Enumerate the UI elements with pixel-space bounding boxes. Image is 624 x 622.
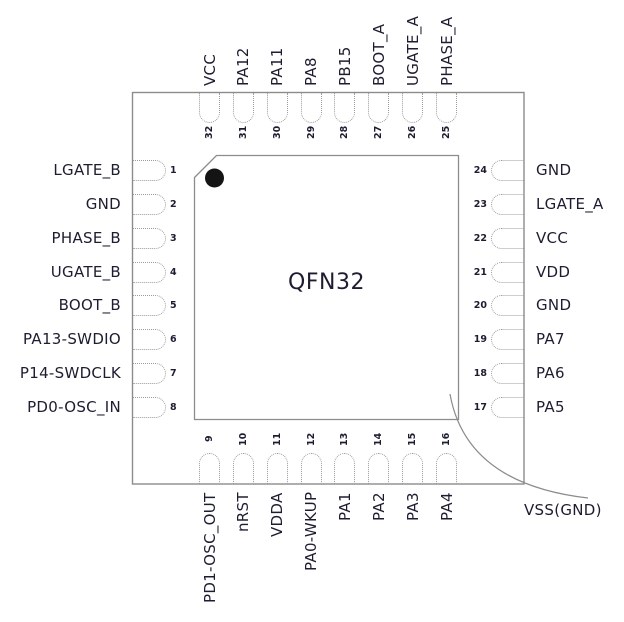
pin-left-8-pad [133,397,166,418]
pin-right-21-pad [491,262,524,283]
pin-bottom-14-number: 14 [373,432,385,446]
pin-left-8-label: PD0-OSC_IN [27,398,121,417]
pin-right-21-number: 21 [473,266,487,278]
pin-left-6-label: PA13-SWDIO [23,330,121,349]
pin-top-29-pad [301,93,322,123]
pin-bottom-15-pad [402,453,423,484]
pin-left-4-label: UGATE_B [50,262,121,281]
pin-right-23-number: 23 [473,198,487,210]
pin-top-26-label: UGATE_A [403,15,422,86]
pin-right-17-label: PA5 [536,398,565,417]
pin-right-19-pad [491,329,524,350]
pin-top-29-label: PA8 [302,57,321,86]
pin-right-20-number: 20 [473,300,487,312]
pin-left-3-number: 3 [170,232,177,244]
pin-bottom-14-label: PA2 [369,492,388,521]
pin-top-27-number: 27 [373,125,385,139]
pin-right-20-pad [491,295,524,316]
pin-left-6-pad [133,329,166,350]
pin-top-28-number: 28 [339,125,351,139]
pin-right-24-number: 24 [473,165,487,176]
pin-top-27-pad [368,93,389,123]
pin-right-18-pad [491,363,524,384]
pin-right-17-number: 17 [473,402,487,414]
pin-right-18-number: 18 [473,368,487,380]
pin-top-30-number: 30 [271,125,283,139]
pin-top-25-pad [436,93,457,123]
pin-bottom-11-number: 11 [271,432,283,446]
pin-bottom-13-number: 13 [339,432,351,446]
pin-bottom-12-label: PA0-WKUP [302,492,321,572]
pin-top-25-number: 25 [441,125,453,139]
pin-left-2-pad [133,194,166,215]
pin-left-6-number: 6 [170,334,177,346]
pin-left-7-pad [133,363,166,384]
pin-top-32-label: VCC [200,53,219,86]
pin-right-22-label: VCC [536,228,569,247]
package-name-label: QFN32 [288,270,365,295]
pin-bottom-11-label: VDDA [268,492,287,537]
pin-bottom-16-label: PA4 [437,492,456,521]
pin-right-22-number: 22 [473,232,487,244]
pin-bottom-10-pad [233,453,254,484]
pin-bottom-15-label: PA3 [403,492,422,521]
pin-bottom-11-pad [267,453,288,484]
pin-left-4-number: 4 [170,266,177,278]
pin-left-7-label: P14-SWDCLK [19,364,121,383]
pin-top-27-label: BOOT_A [369,23,388,86]
pin-right-18-label: PA6 [536,364,565,383]
pin-left-7-number: 7 [170,368,177,380]
pin-left-5-label: BOOT_B [58,296,121,315]
exposed-pad-label: VSS(GND) [524,501,602,519]
pin-top-30-label: PA11 [268,47,287,86]
pin-top-32-pad [199,93,220,123]
pin-bottom-16-number: 16 [441,432,453,446]
pin-left-8-number: 8 [170,402,177,414]
pin-top-26-number: 26 [407,125,419,139]
pin-right-22-pad [491,228,524,249]
pin-bottom-10-number: 10 [237,432,249,446]
pin-bottom-13-label: PA1 [335,492,354,521]
pin-bottom-9-pad [199,453,220,484]
pin-left-5-number: 5 [170,300,177,312]
pin-right-24-pad [491,160,524,181]
pin-left-2-number: 2 [170,198,177,210]
pin-left-3-pad [133,228,166,249]
pin-bottom-9-label: PD1-OSC_OUT [200,492,219,603]
pin-bottom-16-pad [436,453,457,484]
pin-left-5-pad [133,295,166,316]
pin-bottom-10-label: nRST [234,492,253,532]
pin-top-32-number: 32 [204,125,215,139]
pin-right-20-label: GND [536,296,572,315]
pin-top-29-number: 29 [305,125,317,139]
pin-left-3-label: PHASE_B [51,228,121,247]
pin-top-28-pad [334,93,355,123]
pin-bottom-12-pad [301,453,322,484]
pin-right-24-label: GND [536,161,572,179]
pin-bottom-12-number: 12 [305,432,317,446]
pin-left-4-pad [133,262,166,283]
pin-top-31-label: PA12 [234,47,253,86]
pin-right-21-label: VDD [536,262,571,281]
pin-bottom-13-pad [334,453,355,484]
pin-left-1-label: LGATE_B [53,161,121,179]
pin-left-1-number: 1 [170,165,177,176]
pin-right-19-label: PA7 [536,330,565,349]
pin-top-31-number: 31 [237,125,249,139]
pin-left-2-label: GND [85,194,121,213]
pin-right-23-pad [491,194,524,215]
pin-right-23-label: LGATE_A [536,194,604,213]
pin1-indicator-dot [205,169,224,188]
pin-right-19-number: 19 [473,334,487,346]
pin-right-17-pad [491,397,524,418]
pin-top-30-pad [267,93,288,123]
pin-top-31-pad [233,93,254,123]
pin-top-28-label: PB15 [335,46,354,86]
pin-bottom-15-number: 15 [407,432,419,446]
pin-left-1-pad [133,160,166,181]
pin-top-25-label: PHASE_A [437,16,456,86]
pin-top-26-pad [402,93,423,123]
pin-bottom-14-pad [368,453,389,484]
pin-bottom-9-number: 9 [204,435,215,443]
